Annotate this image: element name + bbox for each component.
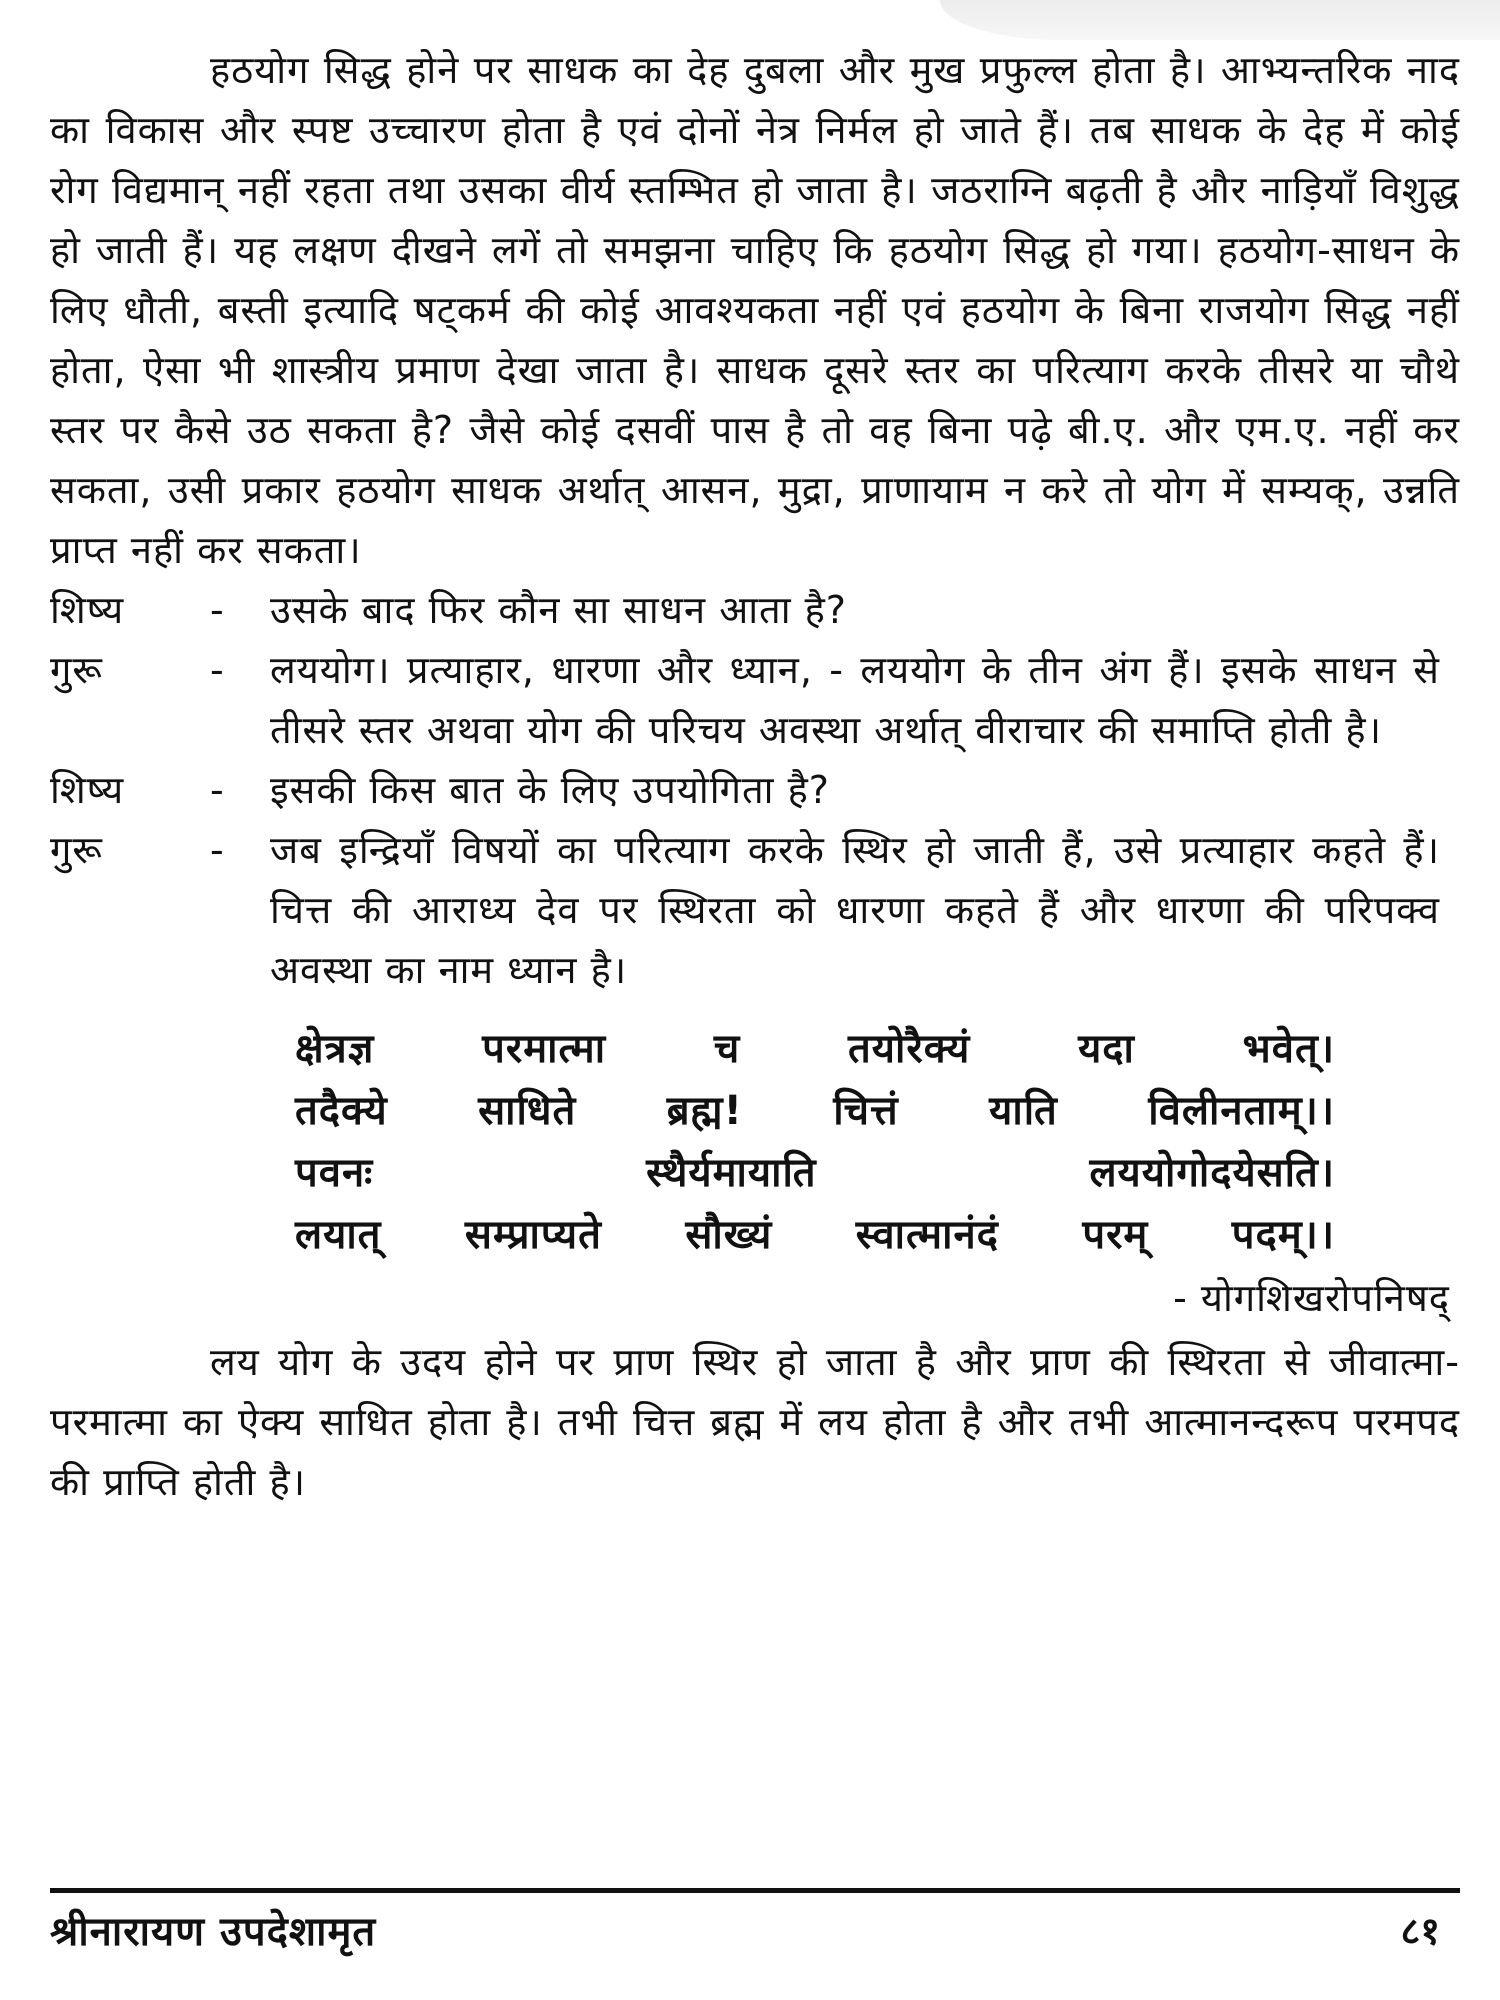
dialogue-dash: - xyxy=(210,648,225,692)
shloka-line: पवनः स्थैर्यमायाति लययोगोदयेसति। xyxy=(295,1150,1335,1196)
footer-divider xyxy=(50,1888,1460,1893)
shloka-line: लयात् सम्प्राप्यते सौख्यं स्वात्मानंदं परम् पदम्।। xyxy=(295,1212,1335,1258)
speaker-label: गुरू xyxy=(50,648,103,692)
shloka-line: क्षेत्रज्ञ परमात्मा च तयोरैक्यं यदा भवेत्। xyxy=(295,1026,1335,1072)
page-footer xyxy=(50,1902,1460,1957)
shloka-verse xyxy=(295,1018,1335,1266)
speaker-label: शिष्य xyxy=(50,588,125,632)
dialogue-text: जब इन्द्रियाँ विषयों का परित्याग करके स्थिर हो जाती हैं, उसे प्रत्याहार कहते हैं। चित्त की आराध्य देव पर स्थिरता को धारणा कहते हैं और धारणा की परिपक्व अवस्था का नाम ध्यान है। xyxy=(270,828,1440,992)
dialogue-text: लययोग। प्रत्याहार, धारणा और ध्यान, - लययोग के तीन अंग हैं। इसके साधन से तीसरे स्तर अथवा योग की परिचय अवस्था अर्थात् वीराचार की समाप्ति होती है। xyxy=(270,648,1440,752)
dialogue-dash: - xyxy=(210,768,225,812)
speaker-label: गुरू xyxy=(50,828,103,872)
dialogue-text: उसके बाद फिर कौन सा साधन आता है? xyxy=(270,588,847,632)
page-body xyxy=(50,40,1460,1512)
page-corner-shadow xyxy=(940,0,1500,40)
paragraph-hathayoga: हठयोग सिद्ध होने पर साधक का देह दुबला और मुख प्रफुल्ल होता है। आभ्यन्तरिक नाद का विकास और स्पष्ट उच्चारण होता है एवं दोनों नेत्र निर्मल हो जाते हैं। तब साधक के देह में कोई रोग विद्यमान् नहीं रहता तथा उसका वीर्य स्तम्भित हो जाता है। जठराग्नि बढ़ती है और नाड़ियाँ विशुद्ध हो जाती हैं। यह लक्षण दीखने लगें तो समझना चाहिए कि हठयोग सिद्ध हो गया। हठयोग-साधन के लिए धौती, बस्ती इत्यादि षट्कर्म की कोई आवश्यकता नहीं एवं हठयोग के बिना राजयोग सिद्ध नहीं होता, ऐसा भी शास्त्रीय प्रमाण देखा जाता है। साधक दूसरे स्तर का परित्याग करके तीसरे या चौथे स्तर पर कैसे उठ सकता है? जैसे कोई दसवीं पास है तो वह बिना पढ़े बी.ए. और एम.ए. नहीं कर सकता, उसी प्रकार हठयोग साधक अर्थात् आसन, मुद्रा, प्राणायाम न करे तो योग में सम्यक्, उन्नति प्राप्त नहीं कर सकता। xyxy=(50,48,1460,572)
dialogue-dash: - xyxy=(210,828,225,872)
paragraph-layayoga: लय योग के उदय होने पर प्राण स्थिर हो जाता है और प्राण की स्थिरता से जीवात्मा-परमात्मा का ऐक्य साधित होता है। तभी चित्त ब्रह्म में लय होता है और तभी आत्मानन्दरूप परमपद की प्राप्ति होती है। xyxy=(50,1340,1460,1504)
page-number: ८१ xyxy=(1400,1908,1440,1953)
dialogue-section xyxy=(50,580,1460,1000)
dialogue-row xyxy=(50,760,1460,820)
dialogue-text: इसकी किस बात के लिए उपयोगिता है? xyxy=(270,768,830,812)
dialogue-row xyxy=(50,640,1460,760)
shloka-line: तदैक्ये साधिते ब्रह्म! चित्तं याति विलीनताम्।। xyxy=(295,1088,1335,1134)
dialogue-row xyxy=(50,820,1460,1000)
dialogue-dash: - xyxy=(210,588,225,632)
speaker-label: शिष्य xyxy=(50,768,125,812)
book-title: श्रीनारायण उपदेशामृत xyxy=(50,1909,377,1955)
dialogue-row xyxy=(50,580,1460,640)
verse-source: - योगशिखरोपनिषद् xyxy=(1173,1276,1450,1320)
